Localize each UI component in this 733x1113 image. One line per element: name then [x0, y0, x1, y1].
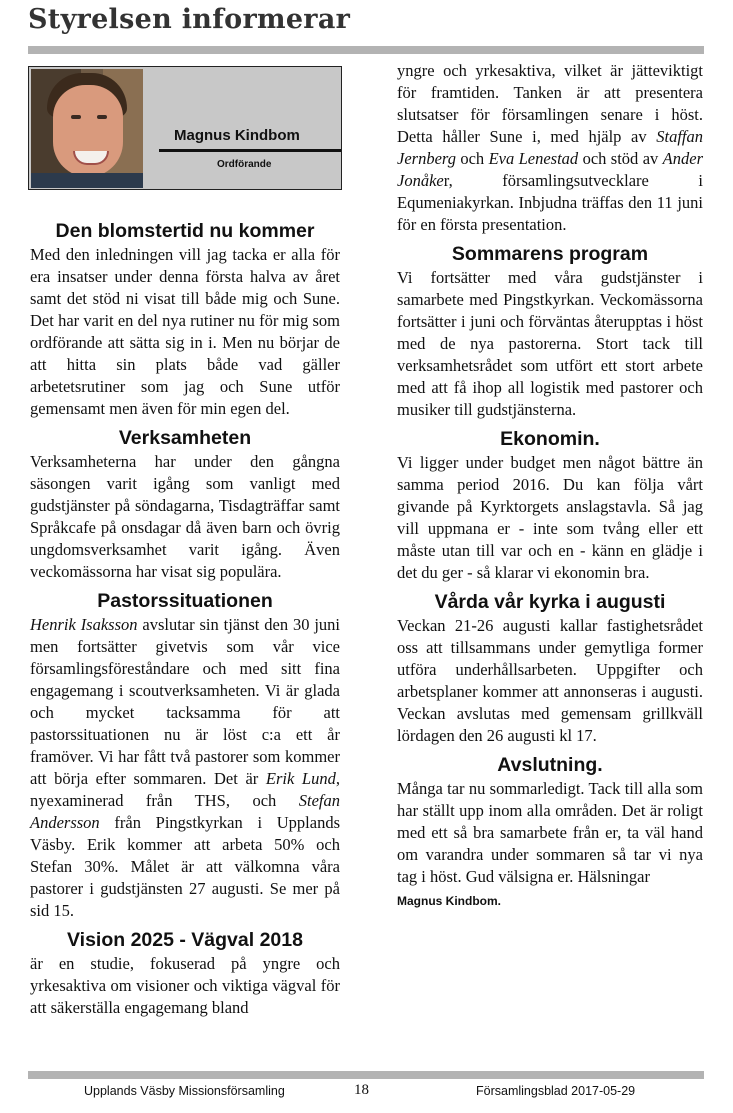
person-name: Staffan Jernberg [397, 127, 703, 168]
footer-organization: Upplands Väsby Missionsförsamling [84, 1084, 285, 1098]
left-column [30, 218, 340, 1019]
paragraph-sommarens-program: Vi fortsätter med våra gudstjänster i samarbete med Pingstkyrkan. Veckomässorna fortsätter i juni och förväntas återupptas i höst med de nya pastorerna. Stort tack till verksamhetsrådet som utfört ett stort arbete med att få ihop all logistik med pastorer och musiker till gudstjänsterna. [397, 268, 703, 419]
heading-vision: Vision 2025 - Vägval 2018 [67, 929, 303, 951]
chairman-photo-box [28, 66, 342, 190]
paragraph-verksamheten: Verksamheterna har under den gångna säsongen varit igång som vanligt med gudstjänster på söndagarna, Tisdagträffar samt Språkcafe på onsdagar då även barn och övrig ungdomsverksamhet varit igång. Även veckomässorna har visat sig populära. [30, 452, 340, 581]
page-number: 18 [354, 1082, 369, 1098]
footer-issue-date: Församlingsblad 2017-05-29 [476, 1084, 636, 1098]
paragraph-ekonomin: Vi ligger under budget men något bättre än samma period 2016. Du kan följa vårt givande på Kyrktorgets anslagstavla. Så jag vill uppmana er - inte som tvång eller ett måste utan till var och en - känn en glädje i det du ger - så klarar vi ekonomin bra. [397, 453, 703, 582]
heading-ekonomin: Ekonomin. [500, 428, 600, 450]
paragraph-vision: är en studie, fokuserad på yngre och yrkesaktiva om visioner och viktiga vägval för att säkerställa engagemang bland [30, 954, 340, 1017]
heading-sommarens-program: Sommarens program [451, 243, 649, 265]
paragraph-vision-continued: yngre och yrkesaktiva, vilket är jätteviktigt för framtiden. Tanken är att presentera slutsatser för församlingen senare i höst. Detta håller Sune i, med hjälp av Staffan Jernberg och Eva Lenestad och stöd av Ander Jonåker, församlingsutvecklare i Equmeniakyrkan. Inbjudna träffas den 11 juni för en första presentation. [397, 61, 703, 234]
header-divider [28, 46, 704, 54]
chairman-role: Ordförande [217, 159, 272, 170]
person-name: Henrik Isaksson [30, 615, 138, 634]
person-name: Erik Lund [265, 769, 336, 788]
right-column [397, 60, 703, 910]
signature: Magnus Kindbom. [397, 894, 501, 908]
chairman-portrait [31, 69, 143, 188]
footer-divider [28, 1071, 704, 1079]
heading-varda-kyrka: Vårda vår kyrka i augusti [434, 591, 666, 613]
paragraph-blomstertid: Med den inledningen vill jag tacka er alla för era insatser under denna första halva av året samt det stöd ni visat till både mig och Sune. Det har varit en del nya rutiner nu för mig som ordförande att sätta sig in i. Men nu börjar de att hitta sin plats både vad gäller arbetetsrutiner som jag och Sune utför gemensamt men även för min egen del. [30, 245, 340, 418]
chairman-name: Magnus Kindbom [174, 127, 300, 144]
person-name: Stefan Andersson [30, 791, 340, 832]
heading-verksamheten: Verksamheten [118, 427, 252, 449]
paragraph-varda-kyrka: Veckan 21-26 augusti kallar fastighetsrådet oss att tillsammans under gemytliga former utföra underhållsarbeten. Uppgifter och arbetsplaner kommer att annonseras i augusti. Veckan avslutas med gemensam grillkväll lördagen den 26 augusti kl 17. [397, 616, 703, 745]
person-name: Eva Lenestad [488, 149, 579, 168]
paragraph-pastorssituationen: Henrik Isaksson avslutar sin tjänst den 30 juni men fortsätter givetvis som vår vice församlingsföreståndare och med sitt fina engagemang i scoutverksamheten. Vi är glada och mycket tacksamma för att pastorssituationen nu är löst c:a ett år framöver. Vi har fått två pastorer som kommer att börja efter sommaren. Det är Erik Lund, nyexaminerad från THS, och Stefan Andersson från Pingstkyrkan i Upplands Väsby. Erik kommer att arbeta 50% och Stefan 30%. Målet är att välkomna våra pastorer i gudstjänsten 27 augusti. Se mer på sid 15. [30, 615, 340, 920]
person-name: Ander Jonåke [397, 149, 703, 190]
paragraph-avslutning: Många tar nu sommarledigt. Tack till alla som har ställt upp inom alla områden. Det är roligt med ett så bra samarbete från er, ta väl hand om varandra under sommaren så tar vi nya tag i höst. Gud välsigna er. Hälsningar [397, 779, 703, 886]
heading-avslutning: Avslutning. [497, 754, 603, 776]
heading-pastorssituationen: Pastorssituationen [97, 590, 273, 612]
page-title: Styrelsen informerar [28, 4, 351, 35]
caption-divider [159, 149, 341, 152]
heading-blomstertid: Den blomstertid nu kommer [55, 220, 315, 242]
